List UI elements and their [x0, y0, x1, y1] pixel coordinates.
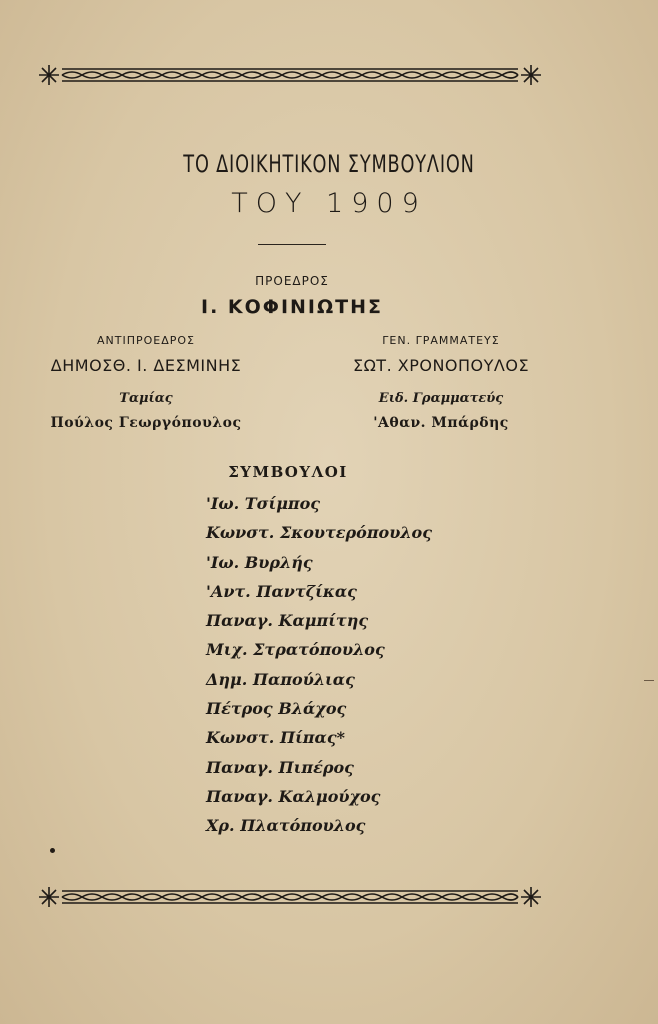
list-item: 'Ιω. Τσίμπος [206, 494, 321, 513]
list-item: Δημ. Παπούλιας [206, 669, 355, 689]
special-secretary-name: 'Αθαν. Μπάρδης [373, 415, 509, 431]
divider-line [258, 244, 326, 245]
list-item: Παναγ. Καμπίτης [206, 611, 369, 631]
top-ornament-border [36, 62, 544, 88]
treasurer-label: Ταμίας [119, 391, 173, 406]
president-label: ΠΡΟΕΔΡΟΣ [255, 274, 329, 288]
board-year: ΤΟΥ 1909 [231, 188, 427, 219]
list-item: Πέτρος Βλάχος [206, 699, 347, 719]
board-title: ΤΟ ΔΙΟΙΚΗΤΙΚΟΝ ΣΥΜΒΟΥΛΙΟΝ [183, 150, 475, 178]
special-secretary-label: Ειδ. Γραμματεύς [378, 391, 504, 406]
vice-president-name: ΔΗΜΟΣΘ. Ι. ΔΕΣΜΙΝΗΣ [50, 356, 242, 375]
list-item: Παναγ. Πιπέρος [206, 757, 354, 777]
list-item: 'Ιω. Βυρλής [206, 552, 313, 572]
list-item: Παναγ. Καλμούχος [206, 786, 381, 806]
ink-spot [50, 848, 55, 853]
general-secretary-name: ΣΩΤ. ΧΡΟΝΟΠΟΥΛΟΣ [352, 356, 530, 375]
councillors-title: ΣΥΜΒΟΥΛΟΙ [228, 463, 348, 481]
list-item: Χρ. Πλατόπουλος [206, 816, 366, 836]
president-name: Ι. ΚΟΦΙΝΙΩΤΗΣ [201, 296, 383, 318]
list-item: 'Αντ. Παντζίκας [206, 581, 357, 601]
list-item: Κωνστ. Σκουτερόπουλος [206, 523, 432, 543]
bottom-ornament-border [36, 884, 544, 910]
margin-mark [644, 680, 654, 681]
vice-president-label: ΑΝΤΙΠΡΟΕΔΡΟΣ [97, 334, 195, 347]
list-item: Κωνστ. Πίπας* [206, 728, 345, 748]
list-item: Μιχ. Στρατόπουλος [206, 640, 385, 660]
councillors-list [206, 494, 432, 846]
treasurer-name: Πούλος Γεωργόπουλος [50, 415, 242, 431]
general-secretary-label: ΓΕΝ. ΓΡΑΜΜΑΤΕΥΣ [382, 334, 500, 347]
